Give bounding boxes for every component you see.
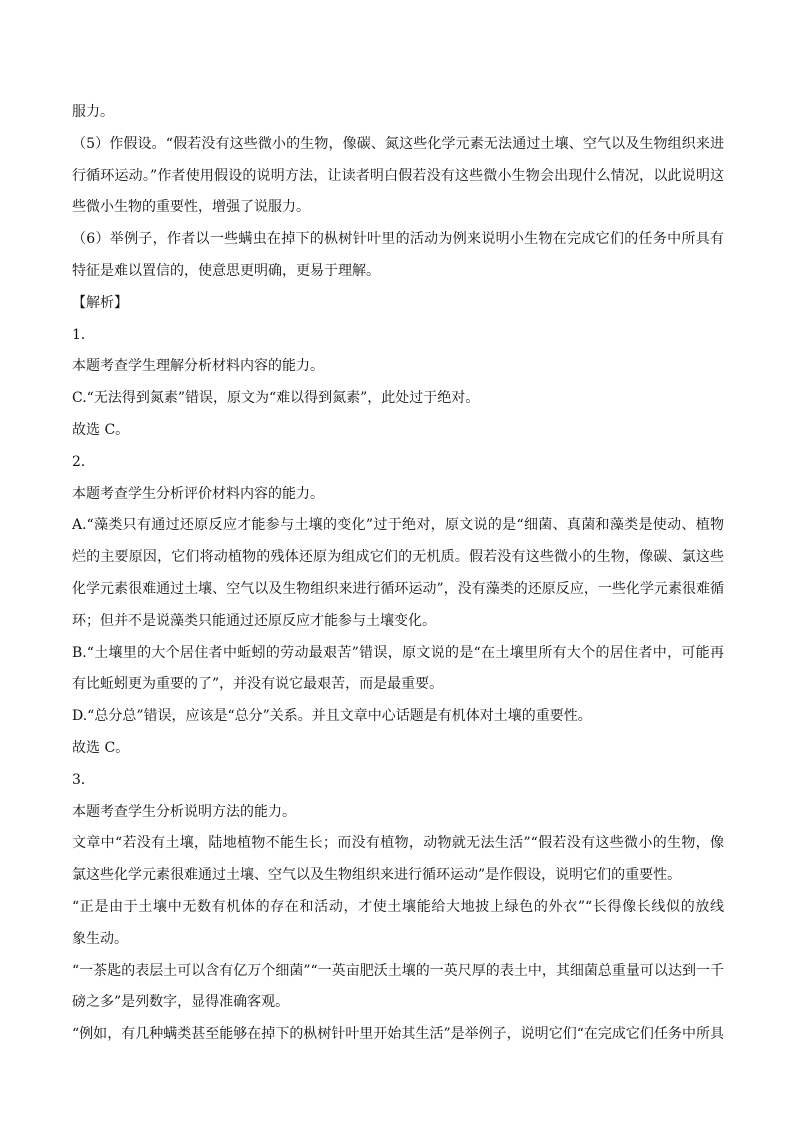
text-line: 本题考查学生理解分析材料内容的能力。 [72, 358, 324, 375]
text-line: “一茶匙的表层土可以含有亿万个细菌”“一英亩肥沃土壤的一英尺厚的表土中，其细菌总重量可以达到一千 [72, 962, 724, 979]
text-line: 【解析】 [72, 294, 128, 311]
text-line: 特征是难以置信的，使意思更明确，更易于理解。 [72, 262, 380, 279]
text-line: D.“总分总”错误，应该是“总分”关系。并且文章中心话题是有机体对土壤的重要性。 [72, 708, 592, 725]
text-line: （5）作假设。“假若没有这些微小的生物，像碳、氮这些化学元素无法通过土壤、空气以及生物组织来进 [72, 135, 724, 152]
document-body [72, 97, 724, 1051]
text-line: 有比蚯蚓更为重要的了”，并没有说它最艰苦，而是最重要。 [72, 676, 444, 693]
text-line: 象生动。 [72, 930, 128, 947]
text-line: 3． [72, 771, 95, 788]
text-line: 故选 C。 [72, 739, 130, 756]
text-line: 些微小生物的重要性，增强了说服力。 [72, 199, 310, 216]
text-line: （6）举例子，作者以一些螨虫在掉下的枞树针叶里的活动为例来说明小生物在完成它们的任务中所具有 [72, 231, 724, 248]
text-line: 2． [72, 453, 95, 470]
text-line: “例如，有几种螨类甚至能够在掉下的枞树针叶里开始其生活”是举例子，说明它们“在完成它们任务中所具 [72, 1026, 724, 1043]
text-line: 环；但并不是说藻类只能通过还原反应才能参与土壤变化。 [72, 612, 436, 629]
text-line: B.“土壤里的大个居住者中蚯蚓的劳动最艰苦”错误，原文说的是“在土壤里所有大个的居住者中，可能再 [72, 644, 724, 661]
text-line: “正是由于土壤中无数有机体的存在和活动，才使土壤能给大地披上绿色的外衣”“长得像长线似的放线 [72, 898, 724, 915]
text-line: 磅之多”是列数字，显得准确客观。 [72, 994, 290, 1011]
text-line: 文章中“若没有土壤，陆地植物不能生长；而没有植物，动物就无法生活”“假若没有这些微小的生物，像 [72, 835, 724, 852]
text-line: 烂的主要原因，它们将动植物的残体还原为组成它们的无机质。假若没有这些微小的生物，像碳、氯这些 [72, 549, 724, 566]
text-line: 服力。 [72, 104, 114, 120]
text-line: 本题考查学生分析评价材料内容的能力。 [72, 485, 324, 502]
text-line: 行循环运动。”作者使用假设的说明方法，让读者明白假若没有这些微小生物会出现什么情况，以此说明这 [72, 167, 724, 184]
text-line: 故选 C。 [72, 421, 130, 438]
text-line: 1． [72, 326, 95, 343]
text-line: 氯这些化学元素很难通过土壤、空气以及生物组织来进行循环运动”是作假设，说明它们的重要性。 [72, 867, 682, 884]
text-line: A.“藻类只有通过还原反应才能参与土壤的变化”过于绝对，原文说的是“细菌、真菌和藻类是使动、植物 [72, 517, 724, 534]
text-line: C.“无法得到氮素”错误，原文为“难以得到氮素”，此处过于绝对。 [72, 390, 480, 407]
text-line: 本题考查学生分析说明方法的能力。 [72, 803, 296, 820]
text-line: 化学元素很难通过土壤、空气以及生物组织来进行循环运动”，没有藻类的还原反应，一些化学元素很难循 [72, 580, 724, 597]
